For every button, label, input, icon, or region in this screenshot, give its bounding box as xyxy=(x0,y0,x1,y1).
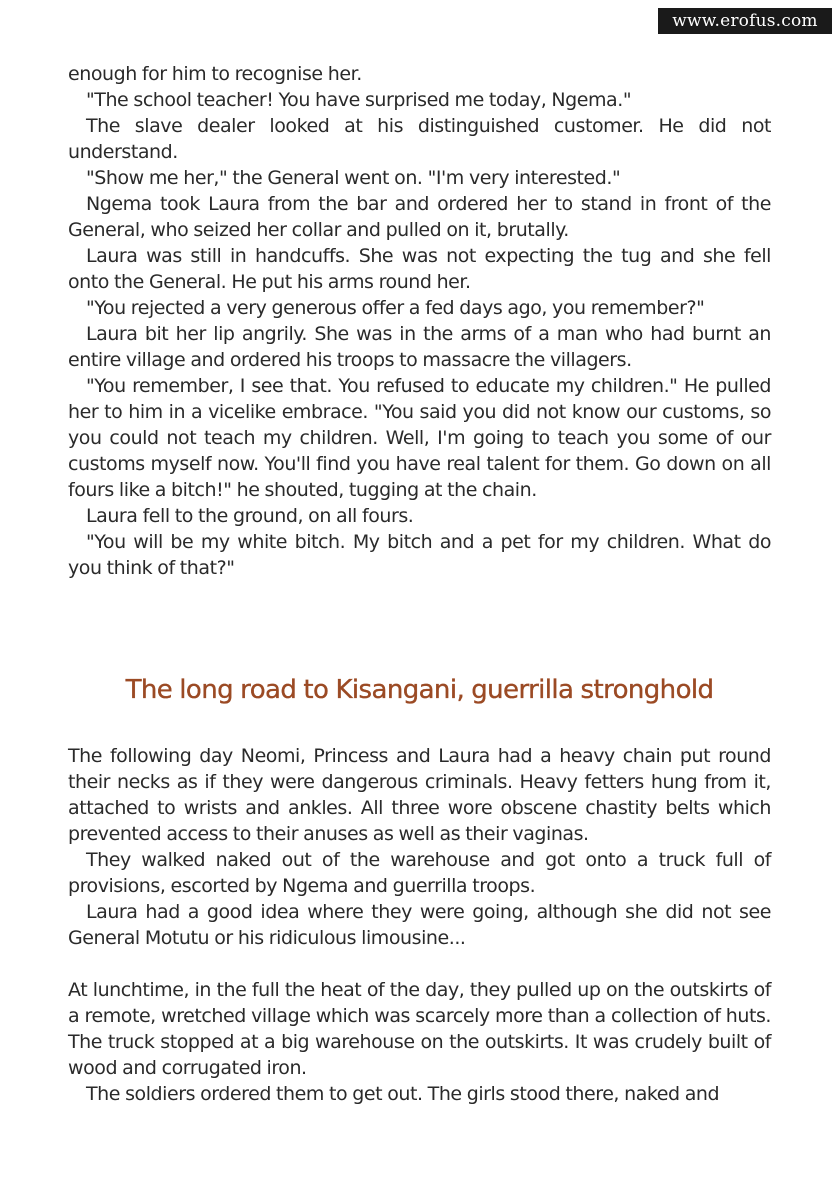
paragraph: Ngema took Laura from the bar and ordered her to stand in front of the General, who seized her collar and pulled on it, brutally. xyxy=(68,193,771,241)
paragraph: The following day Neomi, Princess and Laura had a heavy chain put round their necks as if they were dangerous criminals. Heavy fetters hung from it, attached to wrists and ankles. All three wore obscene chastity belts which prevented access to their anuses as well as their vaginas. xyxy=(68,745,771,845)
paragraph: "The school teacher! You have surprised me today, Ngema." xyxy=(86,89,632,111)
paragraph: enough for him to recognise her. xyxy=(68,63,362,85)
paragraph: Laura bit her lip angrily. She was in the arms of a man who had burnt an entire village and ordered his troops to massacre the villagers. xyxy=(68,323,771,371)
paragraph: At lunchtime, in the full the heat of the day, they pulled up on the outskirts of a remote, wretched village which was scarcely more than a collection of huts. The truck stopped at a big warehouse on the outskirts. It was crudely built of wood and corrugated iron. xyxy=(68,979,771,1079)
text-block-3 xyxy=(68,977,771,1107)
paragraph: "Show me her," the General went on. "I'm very interested." xyxy=(86,167,621,189)
paragraph: "You rejected a very generous offer a fed days ago, you remember?" xyxy=(86,297,705,319)
paragraph: Laura was still in handcuffs. She was not expecting the tug and she fell onto the General. He put his arms round her. xyxy=(68,245,771,293)
paragraph: The soldiers ordered them to get out. The girls stood there, naked and xyxy=(86,1083,720,1105)
paragraph: "You remember, I see that. You refused to educate my children." He pulled her to him in a vicelike embrace. "You said you did not know our customs, so you could not teach my children. Well, I'm going to teach you some of our customs myself now. You'll find you have real talent for them. Go down on all fours like a bitch!" he shouted, tugging at the chain. xyxy=(68,375,771,501)
text-block-2 xyxy=(68,743,771,951)
paragraph: Laura fell to the ground, on all fours. xyxy=(86,505,414,527)
paragraph: Laura had a good idea where they were going, although she did not see General Motutu or his ridiculous limousine... xyxy=(68,901,771,949)
paragraph-gap xyxy=(68,951,771,977)
paragraph: "You will be my white bitch. My bitch and a pet for my children. What do you think of that?" xyxy=(68,531,771,579)
text-block-1 xyxy=(68,61,771,581)
paragraph: They walked naked out of the warehouse and got onto a truck full of provisions, escorted by Ngema and guerrilla troops. xyxy=(68,849,771,897)
paragraph: The slave dealer looked at his distinguished customer. He did not understand. xyxy=(68,115,771,163)
document-page xyxy=(68,61,771,1107)
site-watermark: www.erofus.com xyxy=(658,8,832,34)
section-heading: The long road to Kisangani, guerrilla stronghold xyxy=(125,675,714,705)
